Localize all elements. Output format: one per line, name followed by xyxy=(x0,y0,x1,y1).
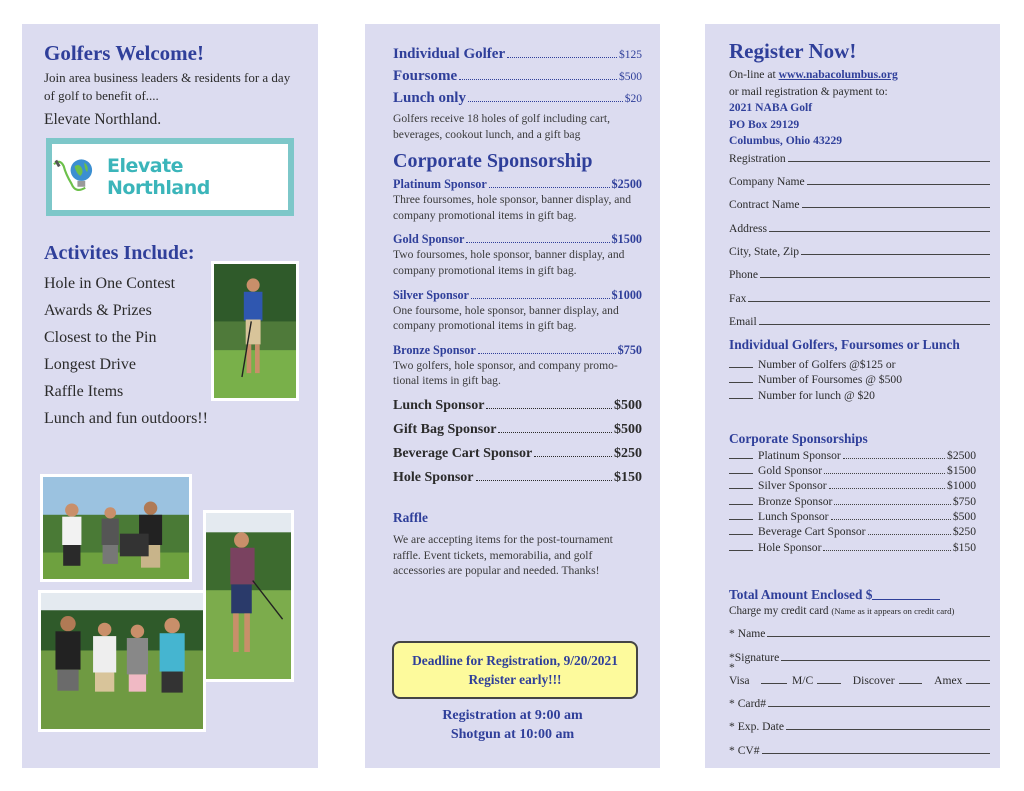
individual-title: Individual Golfers, Foursomes or Lunch xyxy=(729,336,960,352)
address-line: 2021 NABA Golf xyxy=(729,101,813,115)
other-sponsor-row xyxy=(393,421,642,438)
signature-field[interactable]: *Signature xyxy=(729,640,994,663)
contact-name-field[interactable]: Contract Name xyxy=(729,188,994,211)
activity-item: Hole in One Contest xyxy=(44,275,176,292)
other-sponsor-price: $500 xyxy=(614,421,642,437)
deadline-note: Register early!!! xyxy=(468,672,562,687)
other-sponsor-label: Gift Bag Sponsor xyxy=(393,421,497,437)
register-title: Register Now! xyxy=(729,39,857,63)
address-line: Columbus, Ohio 43229 xyxy=(729,134,843,148)
sponsor-price: $2500 xyxy=(611,177,642,192)
company-name-field[interactable]: Company Name xyxy=(729,165,994,188)
sponsorship-option[interactable]: Hole Sponsor $150 xyxy=(729,540,994,555)
activity-item: Longest Drive xyxy=(44,356,136,373)
sponsor-price: $1000 xyxy=(611,287,642,302)
sponsor-row xyxy=(393,232,642,247)
group-photo-three-men xyxy=(40,474,192,582)
individual-option[interactable]: Number of Golfers @$125 or xyxy=(729,357,994,372)
sponsor-label: Bronze Sponsor xyxy=(393,342,476,357)
sponsor-label: Silver Sponsor xyxy=(393,287,469,302)
individual-option[interactable]: Number for lunch @ $20 xyxy=(729,388,994,403)
price-value: $500 xyxy=(619,71,642,83)
sponsorship-option[interactable]: Beverage Cart Sponsor $250 xyxy=(729,524,994,539)
sponsor-row xyxy=(393,288,642,303)
activity-item: Closest to the Pin xyxy=(44,329,157,346)
sponsorship-option[interactable]: Gold Sponsor $1500 xyxy=(729,463,994,478)
welcome-intro: Join area business leaders & residents for a day of golf to benefit of.... xyxy=(44,70,291,104)
sponsor-desc: One foursome, hole sponsor, banner display, and company promotional items in gift bag. xyxy=(393,303,619,333)
shotgun-time: Shotgun at 10:00 am xyxy=(450,727,575,742)
total-amount-field[interactable]: Total Amount Enclosed $ xyxy=(729,587,994,603)
price-row xyxy=(393,44,642,66)
online-prefix: On-line at xyxy=(729,68,779,82)
city-state-zip-field[interactable]: City, State, Zip xyxy=(729,235,994,258)
other-sponsor-price: $500 xyxy=(614,397,642,413)
price-value: $125 xyxy=(619,49,642,61)
panel-registration-form xyxy=(705,24,1000,768)
sponsor-price: $1500 xyxy=(611,232,642,247)
sponsor-row xyxy=(393,177,642,192)
mail-text: or mail registration & payment to: xyxy=(729,84,888,98)
sponsor-label: Platinum Sponsor xyxy=(393,177,487,192)
deadline-box xyxy=(392,641,638,699)
price-row xyxy=(393,88,642,110)
phone-field[interactable]: Phone xyxy=(729,258,994,281)
deadline-date: Deadline for Registration, 9/20/2021 xyxy=(412,653,618,668)
other-sponsor-row xyxy=(393,469,642,486)
cvv-field[interactable]: * CV# xyxy=(729,733,994,756)
other-sponsor-row xyxy=(393,445,642,462)
sponsorship-option[interactable]: Lunch Sponsor $500 xyxy=(729,509,994,524)
sponsor-row xyxy=(393,343,642,358)
card-type-field[interactable]: * Visa M/C Discover Amex xyxy=(729,664,994,687)
golfer-swing-photo xyxy=(203,510,294,682)
price-label: Lunch only xyxy=(393,90,466,106)
website-link[interactable]: www.nabacolumbus.org xyxy=(778,68,898,82)
sponsor-label: Gold Sponsor xyxy=(393,232,465,247)
golfer-note: Golfers receive 18 holes of golf including cart, beverages, cookout lunch, and a gift bag xyxy=(393,112,610,141)
address-line: PO Box 29129 xyxy=(729,117,800,131)
activity-item: Lunch and fun outdoors!! xyxy=(44,410,208,427)
activity-item: Awards & Prizes xyxy=(44,302,152,319)
sponsorship-option[interactable]: Silver Sponsor $1000 xyxy=(729,478,994,493)
other-sponsor-row xyxy=(393,397,642,414)
price-row xyxy=(393,66,642,88)
contact-fields xyxy=(729,142,994,328)
address-field[interactable]: Address xyxy=(729,211,994,234)
elevate-northland-logo xyxy=(46,138,294,216)
sponsor-desc: Two golfers, hole sponsor, and company promo-tional items in gift bag. xyxy=(393,358,618,388)
fax-field[interactable]: Fax xyxy=(729,281,994,304)
panel-welcome xyxy=(22,24,318,768)
panel-pricing xyxy=(365,24,660,768)
registration-field[interactable]: Registration xyxy=(729,142,994,165)
logo-text: Elevate Northland xyxy=(106,155,210,199)
price-value: $20 xyxy=(624,93,642,105)
price-label: Foursome xyxy=(393,68,458,84)
other-sponsor-label: Lunch Sponsor xyxy=(393,397,485,413)
corporate-sponsorships-title: Corporate Sponsorships xyxy=(729,430,868,446)
card-number-field[interactable]: * Card# xyxy=(729,687,994,710)
online-line xyxy=(729,67,994,84)
activities-list xyxy=(44,270,208,432)
other-sponsor-price: $250 xyxy=(614,445,642,461)
activity-item: Raffle Items xyxy=(44,383,124,400)
exp-date-field[interactable]: * Exp. Date xyxy=(729,710,994,733)
activities-title: Activites Include: xyxy=(44,242,195,264)
raffle-text: We are accepting items for the post-tournament raffle. Event tickets, memorabilia, and golf accessories are popular and needed. Thanks! xyxy=(393,533,613,578)
email-field[interactable]: Email xyxy=(729,305,994,328)
charge-card-text: Charge my credit card (Name as it appears on credit card) xyxy=(729,604,955,617)
individual-option[interactable]: Number of Foursomes @ $500 xyxy=(729,372,994,387)
sponsor-desc: Three foursomes, hole sponsor, banner display, and company promotional items in gift bag. xyxy=(393,193,632,222)
cardholder-name-field[interactable]: * Name xyxy=(729,617,994,640)
sponsor-price: $750 xyxy=(617,342,642,357)
registration-time: Registration at 9:00 am xyxy=(442,708,583,723)
group-photo-four-golfers xyxy=(38,590,206,732)
price-label: Individual Golfer xyxy=(393,46,506,62)
beneficiary-name: Elevate Northland. xyxy=(44,111,162,129)
sponsor-desc: Two foursomes, hole sponsor, banner display, and company promotional items in gift bag. xyxy=(393,248,625,277)
corporate-title: Corporate Sponsorship xyxy=(393,150,593,173)
other-sponsor-label: Beverage Cart Sponsor xyxy=(393,445,533,461)
other-sponsor-price: $150 xyxy=(614,469,642,485)
lightbulb-globe-icon xyxy=(52,154,97,200)
golfer-photo xyxy=(211,261,299,401)
sponsorship-option[interactable]: Bronze Sponsor $750 xyxy=(729,494,994,509)
raffle-title: Raffle xyxy=(393,510,428,525)
other-sponsor-label: Hole Sponsor xyxy=(393,469,474,485)
sponsorship-option[interactable]: Platinum Sponsor $2500 xyxy=(729,448,994,463)
welcome-title: Golfers Welcome! xyxy=(44,41,204,65)
